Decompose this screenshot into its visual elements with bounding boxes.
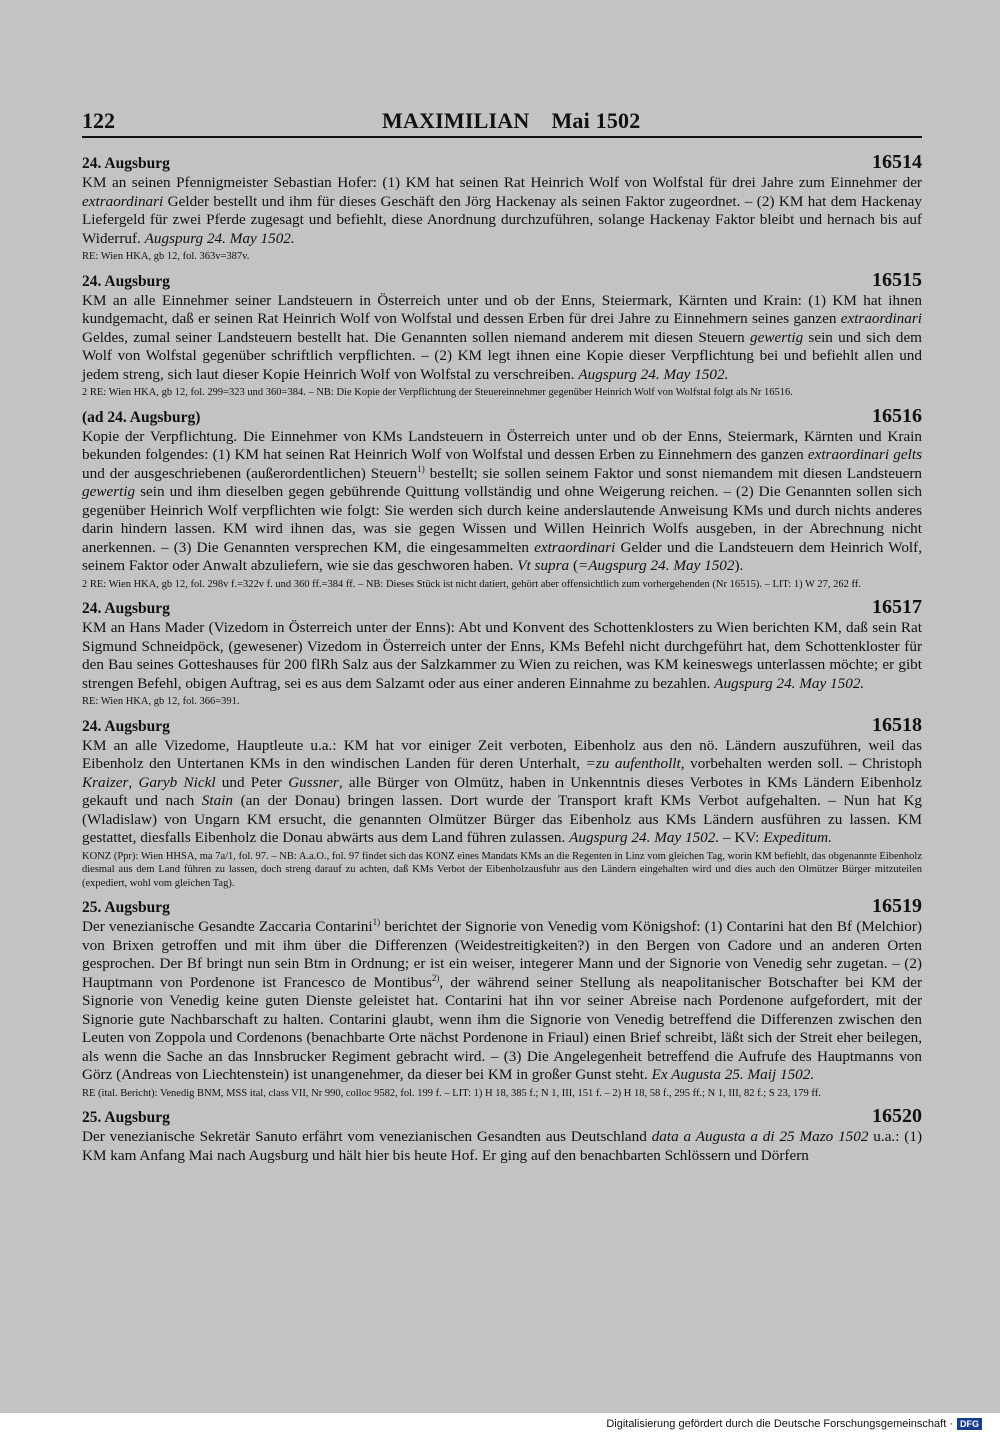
dfg-logo: DFG [957,1418,982,1430]
entry-body: KM an alle Vizedome, Hauptleute u.a.: KM hat vor einiger Zeit verboten, Eibenholz aus den nö. Ländern auszuführen, weil das Eibenholz den Untertanen KMs in den windischen Landen für deren Unterhalt, =zu aufenthollt, vorbehalten werden soll. – Christoph Kraizer, Garyb Nickl und Peter Gussner, alle Bürger von Olmütz, haben in Unkenntnis dieses Verbotes in KMs Ländern Eibenholz gekauft und nach Stain (an der Donau) bringen lassen. Dort wurde der Transport kraft KMs Verbot aufgehalten. – Nun hat Kg (Wladislaw) von Ungarn KM ersucht, die genannten Olmützer Bürger das Eibenholz aus KMs Ländern ausführen zu lassen. KM gestattet, diesfalls Eibenholz die Donau abwärts aus dem Land führen zulassen. Augspurg 24. May 1502. – KV: Expeditum. [82,736,923,846]
header-date: Mai 1502 [551,108,641,133]
entry-heading [82,1106,922,1128]
entry-heading [82,270,922,292]
entry-place-date: 24. Augsburg [82,272,170,290]
entry-number: 16517 [872,596,922,618]
entry-source-note: 2 RE: Wien HKA, gb 12, fol. 298v f.=322v f. und 360 ff.=384 ff. – NB: Dieses Stück ist nicht datiert, gehört aber offensichtlich zum vorhergehenden (Nr 16515). – LIT: 1) W 27, 262 ff. [82,578,861,590]
regest-entry [82,270,922,400]
entry-source-note: RE: Wien HKA, gb 12, fol. 366=391. [82,696,240,707]
entry-heading [82,152,922,174]
entry-heading [82,406,922,428]
entry-place-date: 24. Augsburg [82,600,170,617]
entry-number: 16514 [872,151,922,173]
regest-entry [82,406,922,592]
regest-entry [82,597,922,709]
entry-body: Der venezianische Sekretär Sanuto erfährt vom venezianischen Gesandten aus Deutschland data a Augusta a di 25 Mazo 1502 u.a.: (1) KM kam Anfang Mai nach Augsburg und hält hier bis heute Hof. Er ging auf den benachbarten Schlössern und Dörfern [82,1128,923,1164]
entry-body: KM an seinen Pfennigmeister Sebastian Hofer: (1) KM hat seinen Rat Heinrich Wolf von Wolfstal für drei Jahre zum Einnehmer der extraordinari Gelder bestellt und ihm für dieses Geschäft den Jörg Hackenay als seinen Faktor zugeordnet. – (2) KM hat dem Hackenay Liefergeld für zwei Pferde zugesagt und befiehlt, diese Anordnung durchzuführen, solange Hackenay Faktor bleibt und hernach bis auf Widerruf. Augspurg 24. May 1502. [82,174,922,247]
regest-entry [82,152,922,264]
regest-entry [82,1106,922,1165]
entry-number: 16515 [872,268,922,291]
page-number: 122 [82,108,115,133]
running-title [382,108,662,134]
entry-source-note: RE: Wien HKA, gb 12, fol. 363v=387v. [82,251,250,262]
regest-entry [82,715,922,891]
entry-place-date: 25. Augsburg [82,899,170,916]
page-header [82,106,922,138]
footer-text: Digitalisierung gefördert durch die Deutsche Forschungsgemeinschaft · [606,1418,953,1430]
entry-source-note: RE (ital. Bericht): Venedig BNM, MSS ital, class VII, Nr 990, colloc 9582, fol. 199 f. – LIT: 1) H 18, 385 f.; N 1, III, 151 f. – 2) H 18, 58 f., 295 ff.; N 1, III, 82 f.; S 23, 179 ff. [82,1087,821,1099]
entry-place-date: 25. Augsburg [82,1109,170,1126]
entry-source-note: KONZ (Ppr): Wien HHSA, ma 7a/1, fol. 97. – NB: A.a.O., fol. 97 findet sich das KONZ eines Mandats KMs an die Regenten in Linz vom gleichen Tag, worin KM befiehlt, das obgenannte Eibenholz diesmal aus dem Land führen zu lassen, doch streng darauf zu achten, daß KMs Verbot der Eibenholzausfuhr aus den Ländern eingehalten wird und dies auch den Olmützer Bürger mitzuteilen (expediert, wohl vom gleichen Tag). [82,850,922,889]
entry-number: 16518 [872,713,922,736]
entry-place-date: 24. Augsburg [82,717,170,735]
entry-heading [82,715,922,737]
regest-entry [82,896,922,1100]
entry-place-date: 24. Augsburg [82,155,170,172]
regesta-content [82,152,922,1171]
entry-body: KM an Hans Mader (Vizedom in Österreich unter der Enns): Abt und Konvent des Schottenklosters zu Wien berichten KM, daß sein Rat Sigmund Schneidpöck, (gewesener) Vizedom in Österreich unter der Enns, KMs Befehl nicht durchgeführt hat, dem Schottenkloster für den Bau seines Gotteshauses für 200 flRh Salz aus der Salzkammer zu Wien zu reichen, was KM keineswegs unterlassen möchte; er gibt strengen Befehl, obigen Auftrag, sei es aus dem Salzamt oder aus einer anderen Einnahme zu bezahlen. Augspurg 24. May 1502. [82,619,922,692]
entry-number: 16516 [872,404,922,427]
entry-heading [82,597,922,619]
entry-number: 16520 [872,1105,922,1127]
entry-place-date: (ad 24. Augsburg) [82,408,201,426]
entry-heading [82,896,922,918]
entry-body: Kopie der Verpflichtung. Die Einnehmer von KMs Landsteuern in Österreich unter und ob der Enns, Steiermark, Kärnten und Krain bekunden folgendes: (1) KM hat seinen Rat Heinrich Wolf von Wolfstal und dessen Erben zu Einnehmern des ganzen extraordinari gelts und der ausgeschriebenen (außerordentlichen) Steuern$^{1)}$ bestellt; sie sollen seinem Faktor und sonst niemandem mit diesen Landsteuern gewertig sein und ihm dieselben gegen gebührende Quittung vollständig und ohne Weigerung reichen. – (2) Die Genannten sollen sich gegenüber Heinrich Wolf verpflichten wie folgt: Sie werden sich durch keine anderslautende Anweisung KMs und durch nichts anderes darin hindern lassen. KM wird ihnen das, was sie gegen Wissen und Willen Heinrich Wolfs ausgeben, in der Abrechnung nicht anerkennen. – (3) Die Genannten versprechen KM, die eingesammelten extraordinari Gelder und die Landsteuern dem Heinrich Wolf, seinem Faktor oder Anwalt abzuliefern, wie sie das geschworen haben. Vt supra (=Augspurg 24. May 1502). [82,427,922,574]
footer [606,1418,982,1430]
entry-body: KM an alle Einnehmer seiner Landsteuern in Österreich unter und ob der Enns, Steiermark, Kärnten und Krain: (1) KM hat ihnen kundgemacht, daß er seinen Rat Heinrich Wolf von Wolfstal und dessen Erben für drei Jahre zu Einnehmern seines ganzen extraordinari Geldes, zumal seiner Landsteuern bestellt hat. Die Genannten sollen niemand anderem mit diesen Steuern gewertig sein und sich dem Wolf von Wolfstal gegenüber schriftlich verpflichten. – (2) KM legt ihnen eine Kopie dieser Verpflichtung bei und befiehlt allen und jedem streng, sich laut dieser Kopie Heinrich Wolf von Wolfstal zu verschreiben. Augspurg 24. May 1502. [82,291,922,383]
header-title: MAXIMILIAN [382,108,530,133]
entry-source-note: 2 RE: Wien HKA, gb 12, fol. 299=323 und 360=384. – NB: Die Kopie der Verpflichtung der Steuereinnehmer gegenüber Heinrich Wolf von Wolfstal folgt als Nr 16516. [82,387,793,398]
entry-number: 16519 [872,895,922,917]
entry-body: Der venezianische Gesandte Zaccaria Contarini$^{1)}$ berichtet der Signorie von Venedig vom Königshof: (1) Contarini hat den Bf (Melchior) von Brixen getroffen und mit ihm über die Differenzen (Weidestreitigkeiten?) in den Bergen von Cadore und an anderen Orten gesprochen. Der Bf bringt nun sein Btm in Ordnung; er ist ein weiser, integerer Mann und der Signorie von Venedig sehr zugetan. – (2) Hauptmann von Pordenone ist Francesco de Montibus$^{2)}$, der während seiner Stellung als neapolitanischer Botschafter bei KM der Signorie von Venedig keine guten Dienste geleistet hat. Contarini hat ihn vor seiner Abreise nach Pordenone aufgefordert, mit der Signorie gute Nachbarschaft zu halten. Contarini glaubt, wenn ihm die Signorie von Venedig betreffend die Differenzen zwischen den Leuten von Zoppola und Cordenons (benachbarte Orte nächst Pordenone in Friaul) einen Brief schreibt, läßt sich der Streit eher beilegen, als wenn die Sache an das Innsbrucker Regiment gebracht wird. – (3) Die Angelegenheit betreffend die Aufrufe des Hauptmanns von Görz (Andreas von Liechtenstein) ist unangenehmer, da dieser bei KM in großer Gunst steht. Ex Augusta 25. Maij 1502. [82,916,923,1083]
